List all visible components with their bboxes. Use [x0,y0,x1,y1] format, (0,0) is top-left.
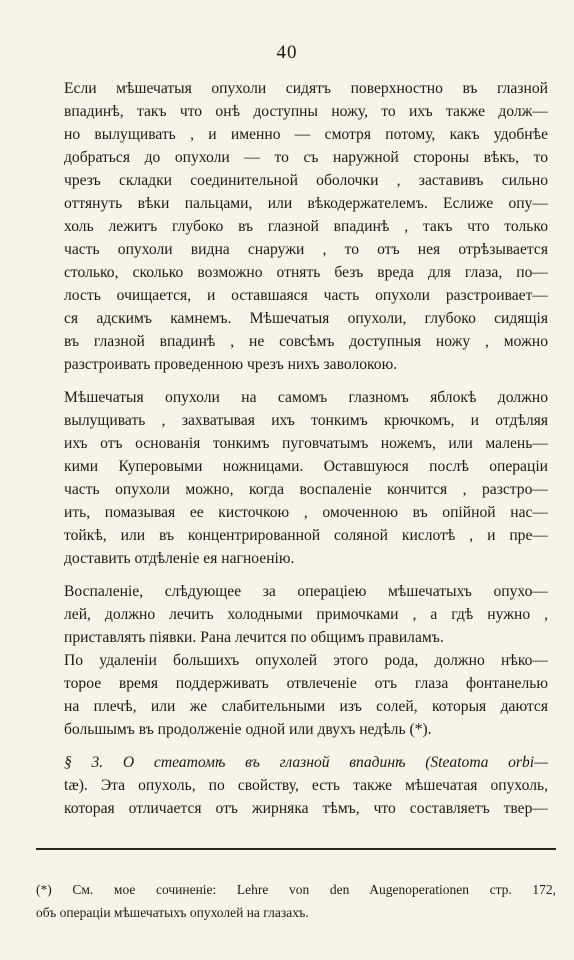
footnote-line: объ операціи мѣшечатыхъ опухолей на глазахъ. [36,905,309,920]
text-line: торое время поддерживать отвлеченіе отъ глаза фонтанелью [64,675,548,692]
text-line: столько, сколько возможно отнять безъ вреда для глаза, по— [64,264,548,281]
text-line: Если мѣшечатыя опухоли сидятъ поверхностно въ глазной [64,80,548,97]
text-line: ся адскимъ камнемъ. Мѣшечатыя опухоли, глубоко сидящія [64,310,548,327]
text-line: добраться до опухоли — то съ наружной стороны вѣкъ, то [64,149,548,166]
text-line: въ глазной впадинѣ , не совсѣмъ доступныя ножу , можно [64,333,548,350]
text-line: ить, помазывая ее кисточкою , омоченною въ опійной нас— [64,504,548,521]
text-line: ихъ отъ основанія тонкимъ пуговчатымъ ножемъ, или малень— [64,435,548,452]
text-line: часть опухоли видна снаружи , то отъ нея отрѣзывается [64,241,548,258]
text-line: доставить отдѣленіе ея нагноенію. [64,550,295,567]
text-line: тойкѣ, или въ концентрированной соляной кислотѣ , и пре— [64,527,548,544]
text-line: вылущивать , захватывая ихъ тонкимъ крючкомъ, и отдѣляя [64,412,548,429]
text-line: впадинѣ, такъ что онѣ доступны ножу, то ихъ также долж— [64,103,548,120]
text-line: кими Куперовыми ножницами. Оставшуюся послѣ операціи [64,458,548,475]
text-line: tæ). Эта опухоль, по свойству, есть также мѣшечатая опухоль, [64,777,548,794]
text-line: которая отличается отъ жирняка тѣмъ, что составляетъ твер— [64,800,548,817]
page-number: 40 [276,42,298,63]
text-line: лей, должно лечить холодными примочками , а гдѣ нужно , [64,606,548,623]
text-line: часть опухоли можно, когда воспаленіе кончится , разстро— [64,481,548,498]
footnote-divider [36,848,556,850]
text-line: холь лежитъ глубоко въ глазной впадинѣ , такъ что только [64,218,548,235]
text-line: на плечѣ, или же слабительными изъ солей, которыя даются [64,698,548,715]
text-line: оттянуть вѣки пальцами, или вѣкодержателемъ. Еслиже опу— [64,195,548,212]
text-line: большымъ въ продолженіе одной или двухъ недѣль (*). [64,721,432,738]
text-line: лость очищается, и оставшаяся часть опухоли разстроивает— [64,287,548,304]
text-line: чрезъ складки соединительной оболочки , заставивъ сильно [64,172,548,189]
footnote-line: (*) См. мое сочиненіе: Lehre von den Augenoperationen стр. 172, [36,882,556,897]
text-line: По удаленіи большихъ опухолей этого рода, должно нѣко— [64,652,548,669]
text-line: разстроивать проведенною чрезъ нихъ заволокою. [64,356,398,373]
text-line: Воспаленіе, слѣдующее за операціею мѣшечатыхъ опухо— [64,583,548,600]
text-line: Мѣшечатыя опухоли на самомъ глазномъ яблокѣ должно [64,389,548,406]
text-line: но вылущивать , и именно — смотря потому, какъ удобнѣе [64,126,548,143]
section-heading-line: § 3. О стеатомѣ въ глазной впадинѣ (Steatoma orbi— [64,754,548,771]
text-line: приставлять піявки. Рана лечится по общимъ правиламъ. [64,629,444,646]
